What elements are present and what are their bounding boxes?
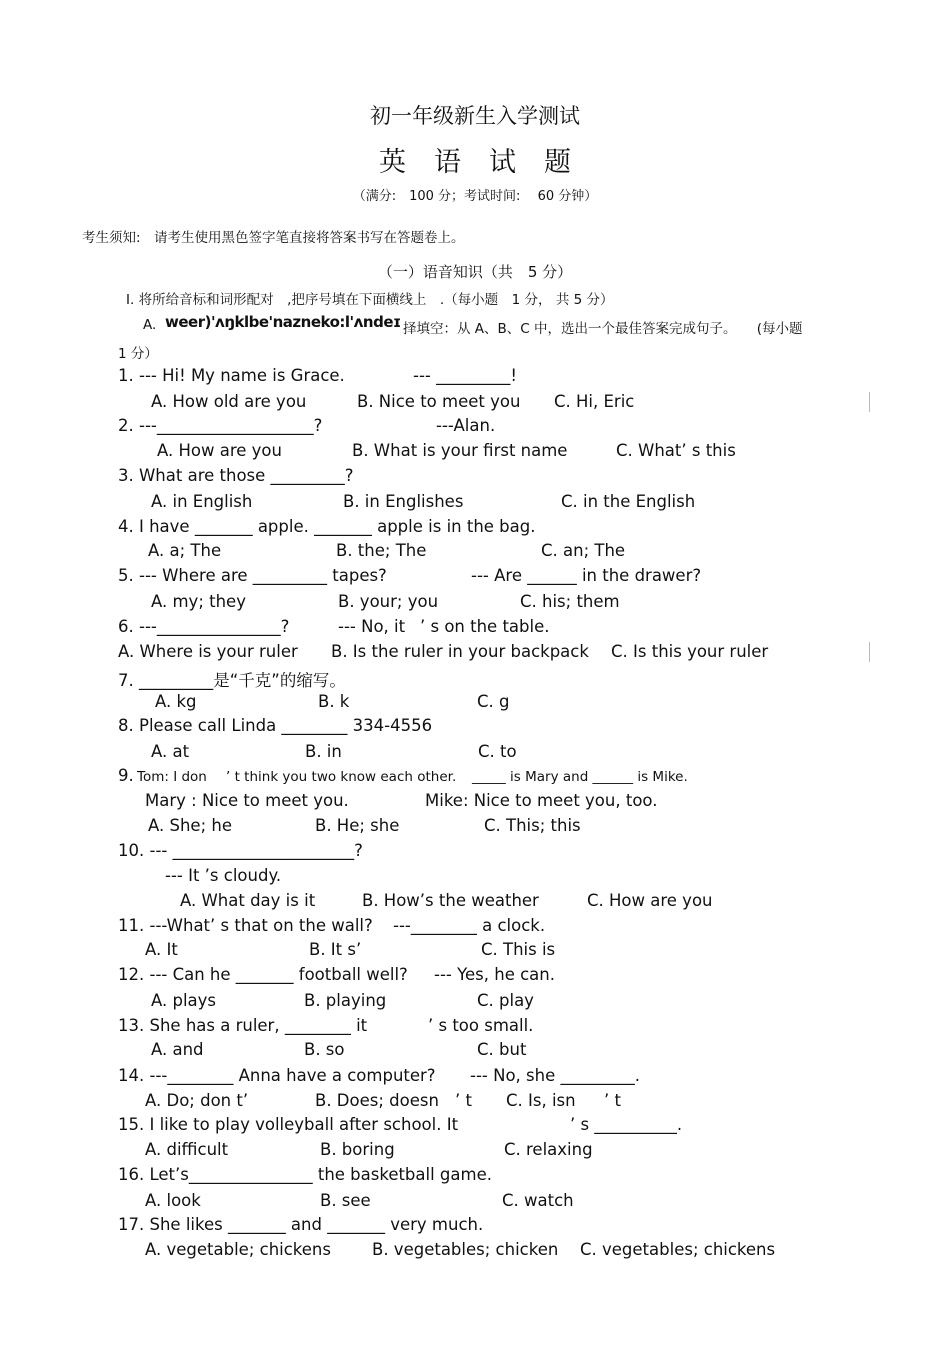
question-4-option-c: C. an; The xyxy=(541,541,626,560)
question-14-stem: 14. ---________ Anna have a computer? xyxy=(118,1066,436,1085)
question-15-option-b: B. boring xyxy=(320,1140,395,1159)
question-5-option-b: B. your; you xyxy=(338,592,439,611)
question-14-option-c-cont: ’ t xyxy=(604,1091,621,1110)
question-15-stem-cont: ’ s __________. xyxy=(570,1115,683,1134)
question-6-option-c: C. Is this your ruler xyxy=(611,642,769,661)
question-10-dialog: --- It ’s cloudy. xyxy=(165,866,282,885)
question-16-option-a: A. look xyxy=(145,1191,201,1210)
question-3-option-a: A. in English xyxy=(151,492,253,511)
question-12-option-a: A. plays xyxy=(151,991,217,1010)
question-17-option-a: A. vegetable; chickens xyxy=(145,1240,331,1259)
question-17-option-c: C. vegetables; chickens xyxy=(580,1240,776,1259)
question-2-option-c: C. What’ s this xyxy=(616,441,736,460)
question-5-option-c: C. his; them xyxy=(520,592,620,611)
question-10-option-c: C. How are you xyxy=(587,891,713,910)
question-7-option-b: B. k xyxy=(318,692,350,711)
question-12-stem: 12. --- Can he _______ football well? xyxy=(118,965,408,984)
question-9-stem: Tom: I don xyxy=(137,769,207,785)
question-9-dialog-mike: Mike: Nice to meet you, too. xyxy=(425,791,658,810)
question-13-option-b: B. so xyxy=(304,1040,345,1059)
question-5-answer: --- Are ______ in the drawer? xyxy=(471,566,702,585)
question-14-option-c: C. Is, isn xyxy=(506,1091,576,1110)
question-11-stem: 11. ---What’ s that on the wall? xyxy=(118,916,373,935)
question-7-option-a: A. kg xyxy=(155,692,197,711)
question-11-answer: ---________ a clock. xyxy=(393,916,546,935)
question-16-stem: 16. Let’s_______________ the basketball game. xyxy=(118,1165,492,1184)
question-3-stem: 3. What are those _________? xyxy=(118,466,354,485)
question-13-stem: 13. She has a ruler, ________ it xyxy=(118,1016,368,1035)
question-13-option-c: C. but xyxy=(477,1040,527,1059)
scan-mark xyxy=(869,392,870,412)
part2-instruction-cont: 1 分） xyxy=(118,346,158,362)
question-7-stem: 7. _________是“千克”的缩写。 xyxy=(118,671,346,690)
question-6-stem: 6. ---_______________? xyxy=(118,617,290,636)
question-2-option-b: B. What is your first name xyxy=(352,441,568,460)
question-9-number: 9. xyxy=(118,766,134,785)
question-14-answer: --- No, she _________. xyxy=(470,1066,640,1085)
grade-title: 初一年级新生入学测试 xyxy=(370,104,580,128)
question-11-option-c: C. This is xyxy=(481,940,556,959)
question-2-option-a: A. How are you xyxy=(157,441,282,460)
part2-prefix: A. xyxy=(143,317,157,333)
question-10-stem: 10. --- ______________________? xyxy=(118,841,363,860)
question-9-dialog-mary: Mary : Nice to meet you. xyxy=(145,791,349,810)
question-11-option-a: A. It xyxy=(145,940,178,959)
question-10-option-a: A. What day is it xyxy=(180,891,316,910)
question-16-option-c: C. watch xyxy=(502,1191,574,1210)
question-9-stem-cont: ’ t think you two know each other. xyxy=(226,769,457,785)
question-4-option-a: A. a; The xyxy=(148,541,222,560)
exam-info: （满分: 100 分；考试时间: 60 分钟） xyxy=(352,189,598,204)
question-7-option-c: C. g xyxy=(477,692,510,711)
question-9-option-b: B. He; she xyxy=(315,816,400,835)
part2-instruction: 择填空：从 A、B、C 中，选出一个最佳答案完成句子。 (每小题 xyxy=(403,321,803,337)
question-15-option-c: C. relaxing xyxy=(504,1140,593,1159)
question-9-stem-end: _____ is Mary and ______ is Mike. xyxy=(472,769,688,785)
question-5-stem: 5. --- Where are _________ tapes? xyxy=(118,566,387,585)
question-15-option-a: A. difficult xyxy=(145,1140,229,1159)
section-title: （一）语音知识（共 5 分） xyxy=(377,263,573,281)
question-4-stem: 4. I have _______ apple. _______ apple is in the bag. xyxy=(118,517,536,536)
question-12-answer: --- Yes, he can. xyxy=(434,965,555,984)
question-1-stem: 1. --- Hi! My name is Grace. xyxy=(118,366,345,385)
question-4-option-b: B. the; The xyxy=(336,541,427,560)
question-1-option-b: B. Nice to meet you xyxy=(357,392,521,411)
question-1-option-c: C. Hi, Eric xyxy=(554,392,635,411)
question-12-option-b: B. playing xyxy=(304,991,387,1010)
question-14-option-b: B. Does; doesn xyxy=(315,1091,439,1110)
question-16-option-b: B. see xyxy=(320,1191,371,1210)
question-5-option-a: A. my; they xyxy=(151,592,246,611)
question-11-option-b: B. It s’ xyxy=(309,940,362,959)
question-3-option-c: C. in the English xyxy=(561,492,696,511)
question-6-answer: --- No, it xyxy=(338,617,406,636)
question-14-option-b-cont: ’ t xyxy=(455,1091,472,1110)
part1-instruction: Ⅰ. 将所给音标和词形配对 ,把序号填在下面横线上 .（每小题 1 分， 共 5 分） xyxy=(126,292,614,308)
question-9-option-c: C. This; this xyxy=(484,816,581,835)
scan-mark xyxy=(869,642,870,662)
question-9-option-a: A. She; he xyxy=(148,816,232,835)
question-3-option-b: B. in Englishes xyxy=(343,492,464,511)
question-8-option-c: C. to xyxy=(478,742,517,761)
question-1-option-a: A. How old are you xyxy=(151,392,307,411)
question-8-stem: 8. Please call Linda ________ 334-4556 xyxy=(118,716,433,735)
question-15-stem: 15. I like to play volleyball after school. It xyxy=(118,1115,459,1134)
subject-title: 英语试题 xyxy=(379,147,599,178)
question-10-option-b: B. How’s the weather xyxy=(362,891,539,910)
question-6-answer-cont: ’ s on the table. xyxy=(420,617,550,636)
question-17-stem: 17. She likes _______ and _______ very much. xyxy=(118,1215,484,1234)
question-12-option-c: C. play xyxy=(477,991,534,1010)
question-1-answer: --- _________! xyxy=(413,366,517,385)
question-8-option-b: B. in xyxy=(305,742,342,761)
question-8-option-a: A. at xyxy=(151,742,190,761)
question-17-option-b: B. vegetables; chicken xyxy=(372,1240,559,1259)
question-6-option-b: B. Is the ruler in your backpack xyxy=(331,642,589,661)
question-14-option-a: A. Do; don t’ xyxy=(145,1091,249,1110)
question-2-stem: 2. ---___________________? xyxy=(118,416,323,435)
question-6-option-a: A. Where is your ruler xyxy=(118,642,298,661)
phonetic-symbols: weer)'ʌŋklbe'nazneko:l'ʌndeɪ xyxy=(165,313,401,331)
question-13-stem-cont: ’ s too small. xyxy=(428,1016,534,1035)
exam-notice: 考生须知: 请考生使用黑色签字笔直接将答案书写在答题卷上。 xyxy=(82,230,465,246)
question-2-answer: ---Alan. xyxy=(436,416,496,435)
question-13-option-a: A. and xyxy=(151,1040,204,1059)
